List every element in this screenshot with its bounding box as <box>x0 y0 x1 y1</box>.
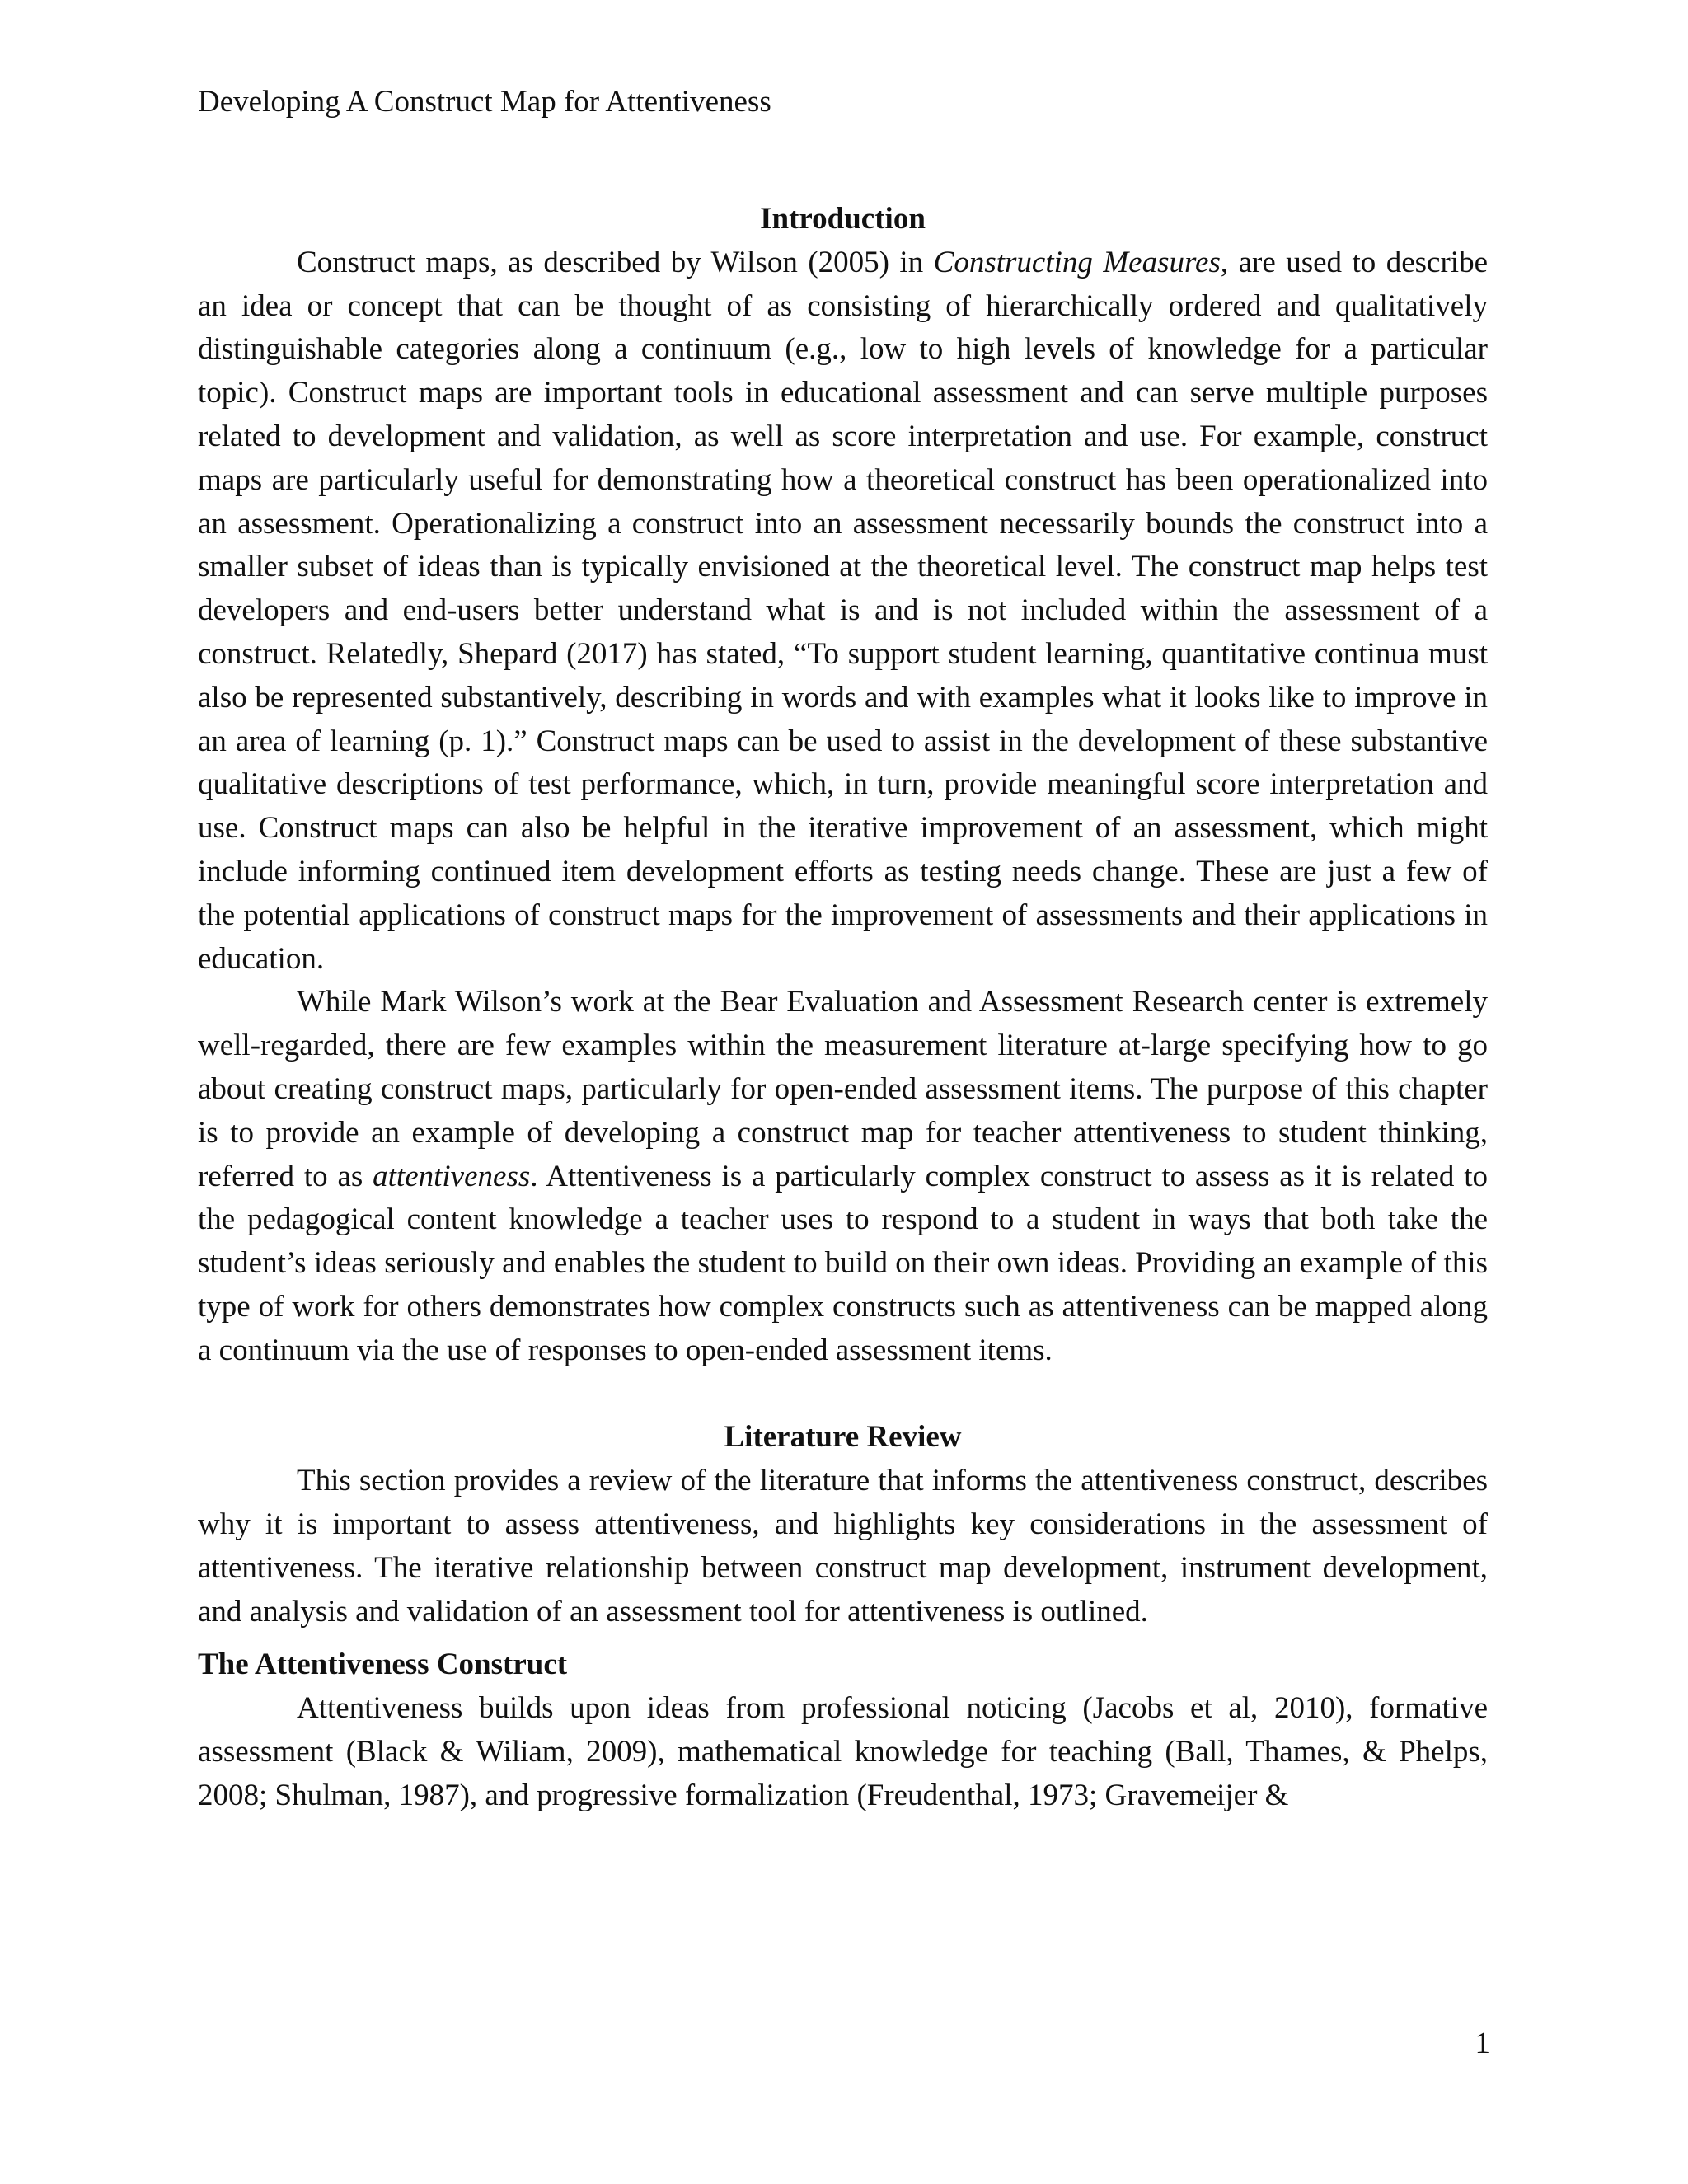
intro-p2-text-b: . Attentiveness is a particularly complex construct to assess as it is related to the pedagogical content knowledge a teacher uses to respond to a student in ways that both take the student’s ideas seriously and enables the student to build on their own ideas. Providing an example of this type of work for others demonstrates how complex constructs such as attentiveness can be mapped along a continuum via the use of responses to open-ended assessment items. <box>198 1159 1488 1367</box>
attentiveness-construct-paragraph-1: Attentiveness builds upon ideas from professional noticing (Jacobs et al, 2010), formative assessment (Black & Wiliam, 2009), mathematical knowledge for teaching (Ball, Thames, & Phelps, 2008; Shulman, 1987), and progressive formalization (Freudenthal, 1973; Gravemeijer & <box>198 1691 1488 1812</box>
intro-p1-italic-title: Constructing Measures <box>933 245 1221 279</box>
intro-p2-italic-term: attentiveness <box>373 1159 531 1193</box>
page-body <box>198 198 1488 1817</box>
intro-p2-text-a: While Mark Wilson’s work at the Bear Evaluation and Assessment Research center is extremely well-regarded, there are few examples within the measurement literature at-large specifying how to go about creating construct maps, particularly for open-ended assessment items. The purpose of this chapter is to provide an example of developing a construct map for teacher attentiveness to student thinking, referred to as <box>198 985 1488 1193</box>
literature-review-paragraph-1: This section provides a review of the literature that informs the attentiveness construct, describes why it is important to assess attentiveness, and highlights key considerations in the assessment of attentiveness. The iterative relationship between construct map development, instrument development, and analysis and validation of an assessment tool for attentiveness is outlined. <box>198 1464 1488 1629</box>
introduction-heading: Introduction <box>760 202 926 236</box>
intro-p1-text-a: Construct maps, as described by Wilson (2005) in <box>297 245 934 279</box>
literature-review-heading: Literature Review <box>724 1420 962 1455</box>
running-head: Developing A Construct Map for Attentiveness <box>198 85 771 119</box>
attentiveness-construct-heading: The Attentiveness Construct <box>198 1647 568 1682</box>
page-number: 1 <box>1475 2027 1490 2060</box>
introduction-paragraph-1 <box>198 241 1488 982</box>
intro-p1-text-b: , are used to describe an idea or concept that can be thought of as consisting of hierarchically ordered and qualitatively distinguishable categories along a continuum (e.g., low to high levels of knowledge for a particular topic). Construct maps are important tools in educational assessment and can serve multiple purposes related to development and validation, as well as score interpretation and use. For example, construct maps are particularly useful for demonstrating how a theoretical construct has been operationalized into an assessment. Operationalizing a construct into an assessment necessarily bounds the construct into a smaller subset of ideas than is typically envisioned at the theoretical level. The construct map helps test developers and end-users better understand what is and is not included within the assessment of a construct. Relatedly, Shepard (2017) has stated, “To support student learning, quantitative continua must also be represented substantively, describing in words and with examples what it looks like to improve in an area of learning (p. 1).” Construct maps can be used to assist in the development of these substantive qualitative descriptions of test performance, which, in turn, provide meaningful score interpretation and use. Construct maps can also be helpful in the iterative improvement of an assessment, which might include informing continued item development efforts as testing needs change. These are just a few of the potential applications of construct maps for the improvement of assessments and their applications in education. <box>198 245 1488 976</box>
introduction-paragraph-2 <box>198 981 1488 1372</box>
